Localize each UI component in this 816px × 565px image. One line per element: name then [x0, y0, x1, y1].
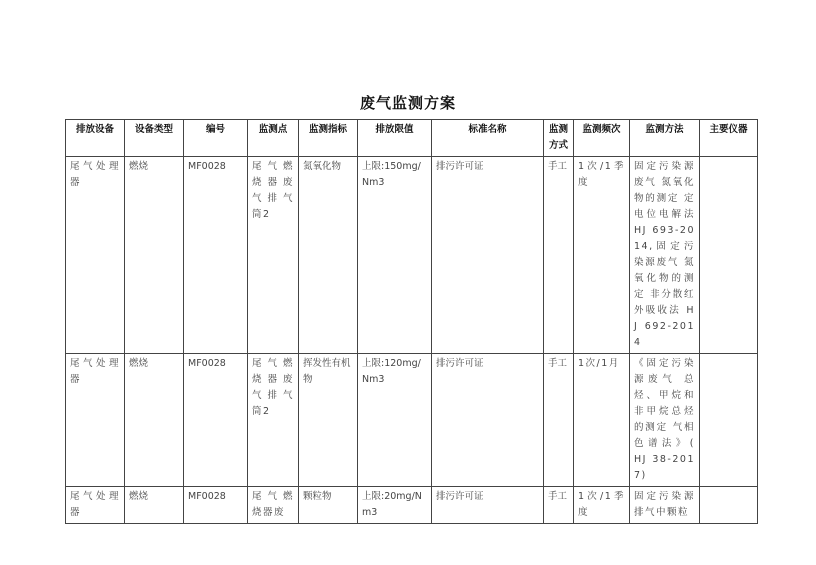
indicator-cell: 挥发性有机物	[299, 354, 358, 487]
method-cell: 固定污染源废气 氮氧化物的测定 定电位电解法 HJ 693-2014,固定污染源废气 氮氧化物的测定 非分散红外吸收法 HJ 692-2014	[630, 157, 700, 354]
point-cell	[248, 157, 299, 354]
point-prefix: 尾气燃	[252, 491, 294, 502]
header-cell: 监测方式	[544, 120, 574, 157]
code-cell: MF0028	[184, 157, 248, 354]
frequency-cell: 1次/1月	[574, 354, 630, 487]
indicator-cell: 氮氧化物	[299, 157, 358, 354]
frequency-cell: 1次/1季度	[574, 487, 630, 524]
header-cell: 监测点	[248, 120, 299, 157]
table-row	[66, 157, 758, 354]
instrument-cell	[700, 157, 758, 354]
header-cell: 监测频次	[574, 120, 630, 157]
equipment-cell: 尾气处理器	[66, 487, 125, 524]
equipment-cell: 尾气处理器	[66, 157, 125, 354]
method-cell: 固定污染源排气中颗粒	[630, 487, 700, 524]
code-cell: MF0028	[184, 354, 248, 487]
header-cell: 标准名称	[432, 120, 544, 157]
header-cell: 监测指标	[299, 120, 358, 157]
standard-cell: 排污许可证	[432, 157, 544, 354]
table-row	[66, 354, 758, 487]
equipment-cell: 尾气处理器	[66, 354, 125, 487]
monitoring-plan-table	[65, 119, 758, 524]
type-cell: 燃烧	[125, 354, 184, 487]
header-cell: 排放限值	[358, 120, 432, 157]
instrument-cell	[700, 487, 758, 524]
standard-cell: 排污许可证	[432, 487, 544, 524]
mode-cell: 手工	[544, 487, 574, 524]
type-cell: 燃烧	[125, 487, 184, 524]
limit-cell: 上限:120mg/Nm3	[358, 354, 432, 487]
header-cell: 编号	[184, 120, 248, 157]
header-cell: 主要仪器	[700, 120, 758, 157]
header-cell: 排放设备	[66, 120, 125, 157]
point-cell	[248, 487, 299, 524]
mode-cell: 手工	[544, 157, 574, 354]
point-text: 烧器废	[252, 507, 286, 518]
document-title: 废气监测方案	[359, 94, 456, 112]
point-text: 烧器废气排气筒2	[252, 374, 294, 417]
indicator-cell: 颗粒物	[299, 487, 358, 524]
limit-cell: 上限:150mg/Nm3	[358, 157, 432, 354]
code-cell: MF0028	[184, 487, 248, 524]
table-row	[66, 487, 758, 524]
frequency-cell: 1次/1季度	[574, 157, 630, 354]
type-cell: 燃烧	[125, 157, 184, 354]
method-cell: 《固定污染源废气 总烃、甲烷和非甲烷总烃的测定 气相色谱法》( HJ 38-2017)	[630, 354, 700, 487]
header-cell: 监测方法	[630, 120, 700, 157]
point-cell	[248, 354, 299, 487]
point-text: 烧器废气排气筒2	[252, 177, 294, 220]
standard-cell: 排污许可证	[432, 354, 544, 487]
table-header-row	[66, 120, 758, 157]
point-prefix: 尾气燃	[252, 358, 294, 369]
instrument-cell	[700, 354, 758, 487]
limit-cell: 上限:20mg/Nm3	[358, 487, 432, 524]
point-prefix: 尾气燃	[252, 161, 294, 172]
header-cell: 设备类型	[125, 120, 184, 157]
mode-cell: 手工	[544, 354, 574, 487]
